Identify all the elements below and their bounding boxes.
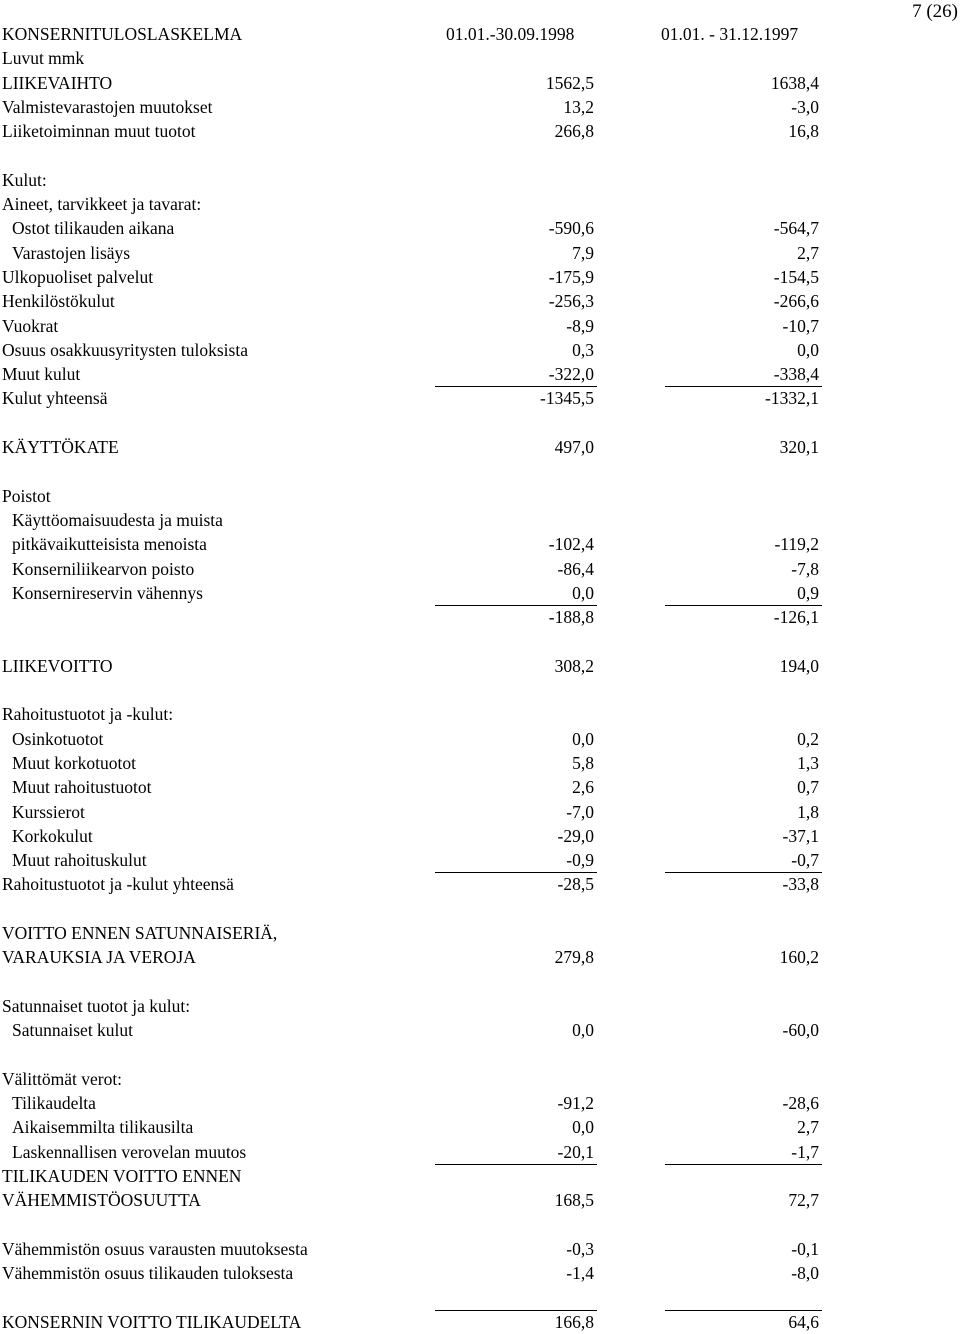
row-label: LIIKEVAIHTO	[2, 72, 113, 93]
spacer-row	[2, 1213, 960, 1237]
statement-row	[2, 654, 960, 678]
statement-row	[2, 1164, 960, 1188]
row-label: Kulut:	[2, 169, 47, 190]
row-label: KÄYTTÖKATE	[2, 437, 119, 458]
value-1998: 2,6	[572, 777, 594, 798]
statement-row	[2, 994, 960, 1018]
row-label: KONSERNIN VOITTO TILIKAUDELTA	[2, 1311, 302, 1332]
value-1997: 320,1	[779, 437, 819, 458]
value-1998: -20,1	[557, 1141, 594, 1162]
spacer-row	[2, 678, 960, 702]
value-1998: -7,0	[566, 801, 594, 822]
row-label: Muut kulut	[2, 364, 81, 385]
statement-row	[2, 386, 960, 410]
row-label: Konserniliikearvon poisto	[12, 558, 195, 579]
statement-row	[2, 46, 960, 70]
statement-row	[2, 1261, 960, 1285]
value-1997: 72,7	[788, 1190, 819, 1211]
spacer-row	[2, 897, 960, 921]
subtotal-rule-1997	[665, 1164, 822, 1165]
statement-row	[2, 435, 960, 459]
value-1997: -0,7	[791, 850, 819, 871]
value-1997: -0,1	[791, 1238, 819, 1259]
value-1997: -10,7	[782, 315, 819, 336]
row-label: Korkokulut	[12, 825, 93, 846]
value-1998: 279,8	[554, 947, 594, 968]
value-1997: 0,2	[797, 728, 819, 749]
value-1997: 1,3	[797, 752, 819, 773]
row-label: Valmistevarastojen muutokset	[2, 96, 213, 117]
value-1997: -338,4	[773, 364, 819, 385]
value-1997: -564,7	[773, 218, 819, 239]
row-label: Käyttöomaisuudesta ja muista	[12, 509, 223, 530]
period-1998-header: 01.01.-30.09.1998	[446, 24, 575, 44]
statement-row	[2, 1140, 960, 1164]
row-label: Varastojen lisäys	[12, 242, 131, 263]
value-1997: -126,1	[773, 607, 819, 628]
row-label: Henkilöstökulut	[2, 291, 115, 312]
row-label: Vähemmistön osuus tilikauden tuloksesta	[2, 1263, 294, 1284]
row-label: pitkävaikutteisista menoista	[12, 534, 207, 555]
spacer-row	[2, 459, 960, 483]
statement-row	[2, 702, 960, 726]
statement-title: KONSERNITULOSLASKELMA	[2, 24, 243, 44]
value-1997: 1,8	[797, 801, 819, 822]
value-1998: -28,5	[557, 874, 594, 895]
statement-row	[2, 557, 960, 581]
statement-row	[2, 921, 960, 945]
value-1998: -102,4	[548, 534, 594, 555]
value-1997: -119,2	[774, 534, 819, 555]
row-label: LIIKEVOITTO	[2, 655, 113, 676]
row-label: Satunnaiset tuotot ja kulut:	[2, 995, 191, 1016]
value-1997: -1332,1	[765, 388, 819, 409]
row-label: Liiketoiminnan muut tuotot	[2, 121, 196, 142]
statement-row	[2, 581, 960, 605]
row-label: Laskennallisen verovelan muutos	[12, 1141, 247, 1162]
value-1997: -266,6	[773, 291, 819, 312]
row-label: VÄHEMMISTÖOSUUTTA	[2, 1190, 201, 1211]
statement-row	[2, 314, 960, 338]
row-label: Vähemmistön osuus varausten muutoksesta	[2, 1238, 308, 1259]
statement-row	[2, 824, 960, 848]
statement-header	[2, 22, 960, 46]
statement-row	[2, 338, 960, 362]
spacer-row	[2, 143, 960, 167]
statement-row	[2, 848, 960, 872]
statement-row	[2, 945, 960, 969]
row-label: VARAUKSIA JA VEROJA	[2, 947, 196, 968]
income-statement	[2, 22, 960, 1334]
spacer-row	[2, 970, 960, 994]
value-1998: 0,0	[572, 1020, 594, 1041]
value-1998: 0,0	[572, 582, 594, 603]
statement-row	[2, 775, 960, 799]
value-1998: 0,0	[572, 728, 594, 749]
row-label: Osinkotuotot	[12, 728, 104, 749]
value-1997: 64,6	[788, 1311, 819, 1332]
row-label: Konsernireservin vähennys	[12, 582, 203, 603]
spacer-row	[2, 411, 960, 435]
statement-row	[2, 119, 960, 143]
row-label: Tilikaudelta	[12, 1093, 96, 1114]
statement-row	[2, 751, 960, 775]
row-label: Ulkopuoliset palvelut	[2, 266, 154, 287]
statement-row	[2, 1018, 960, 1042]
value-1997: -1,7	[791, 1141, 819, 1162]
value-1998: 13,2	[563, 96, 594, 117]
statement-row	[2, 192, 960, 216]
row-label: Aineet, tarvikkeet ja tavarat:	[2, 194, 202, 215]
value-1998: 166,8	[554, 1311, 594, 1332]
statement-row	[2, 605, 960, 629]
value-1997: 0,0	[797, 339, 819, 360]
value-1998: 1562,5	[545, 72, 594, 93]
value-1998: 266,8	[554, 121, 594, 142]
row-label: Rahoitustuotot ja -kulut yhteensä	[2, 874, 234, 895]
statement-row	[2, 1091, 960, 1115]
value-1998: -8,9	[566, 315, 594, 336]
subtotal-rule-1998	[435, 1164, 597, 1165]
value-1998: -175,9	[548, 266, 594, 287]
row-label: Ostot tilikauden aikana	[12, 218, 175, 239]
row-label: Aikaisemmilta tilikausilta	[12, 1117, 194, 1138]
row-label: Kurssierot	[12, 801, 85, 822]
value-1998: 497,0	[554, 437, 594, 458]
row-label: Muut rahoituskulut	[12, 850, 147, 871]
row-label: Vuokrat	[2, 315, 59, 336]
value-1997: -28,6	[782, 1093, 819, 1114]
value-1998: -29,0	[557, 825, 594, 846]
statement-row	[2, 289, 960, 313]
value-1997: -33,8	[782, 874, 819, 895]
statement-row	[2, 1188, 960, 1212]
statement-row	[2, 241, 960, 265]
value-1997: 16,8	[788, 121, 819, 142]
value-1997: 0,9	[797, 582, 819, 603]
spacer-row	[2, 1042, 960, 1066]
value-1998: 0,0	[572, 1117, 594, 1138]
row-label: Osuus osakkuusyritysten tuloksista	[2, 339, 248, 360]
value-1997: -154,5	[773, 266, 819, 287]
row-label: Rahoitustuotot ja -kulut:	[2, 704, 174, 725]
value-1998: 0,3	[572, 339, 594, 360]
value-1998: -188,8	[548, 607, 594, 628]
value-1998: -0,9	[566, 850, 594, 871]
statement-row	[2, 216, 960, 240]
statement-row	[2, 1310, 960, 1334]
statement-row	[2, 1067, 960, 1091]
row-label: Kulut yhteensä	[2, 388, 108, 409]
value-1997: 160,2	[779, 947, 819, 968]
value-1997: -7,8	[791, 558, 819, 579]
value-1998: -590,6	[548, 218, 594, 239]
row-label: Luvut mmk	[2, 48, 85, 69]
value-1997: 2,7	[797, 1117, 819, 1138]
statement-row	[2, 800, 960, 824]
statement-row	[2, 727, 960, 751]
statement-row	[2, 532, 960, 556]
value-1997: -37,1	[782, 825, 819, 846]
row-label: Välittömät verot:	[2, 1068, 123, 1089]
value-1998: 7,9	[572, 242, 594, 263]
statement-row	[2, 95, 960, 119]
value-1998: 5,8	[572, 752, 594, 773]
page-number: 7 (26)	[912, 1, 958, 22]
statement-row	[2, 508, 960, 532]
row-label: Poistot	[2, 485, 51, 506]
statement-row	[2, 484, 960, 508]
value-1997: -8,0	[791, 1263, 819, 1284]
value-1997: 2,7	[797, 242, 819, 263]
value-1997: 1638,4	[770, 72, 819, 93]
period-1997-header: 01.01. - 31.12.1997	[661, 24, 799, 44]
statement-row	[2, 362, 960, 386]
spacer-row	[2, 1285, 960, 1309]
value-1998: -0,3	[566, 1238, 594, 1259]
value-1997: -3,0	[791, 96, 819, 117]
row-label: TILIKAUDEN VOITTO ENNEN	[2, 1165, 242, 1186]
row-label: VOITTO ENNEN SATUNNAISERIÄ,	[2, 922, 278, 943]
value-1998: -256,3	[548, 291, 594, 312]
statement-row	[2, 168, 960, 192]
statement-row	[2, 1237, 960, 1261]
value-1998: -91,2	[557, 1093, 594, 1114]
statement-row	[2, 1115, 960, 1139]
value-1998: -1345,5	[540, 388, 594, 409]
row-label: Muut rahoitustuotot	[12, 777, 152, 798]
value-1997: 0,7	[797, 777, 819, 798]
value-1997: 194,0	[779, 655, 819, 676]
value-1998: 308,2	[554, 655, 594, 676]
statement-row	[2, 872, 960, 896]
value-1998: -86,4	[557, 558, 594, 579]
value-1998: -322,0	[548, 364, 594, 385]
row-label: Muut korkotuotot	[12, 752, 136, 773]
spacer-row	[2, 629, 960, 653]
value-1997: -60,0	[782, 1020, 819, 1041]
statement-row	[2, 265, 960, 289]
value-1998: -1,4	[566, 1263, 594, 1284]
row-label: Satunnaiset kulut	[12, 1020, 134, 1041]
value-1998: 168,5	[554, 1190, 594, 1211]
statement-row	[2, 71, 960, 95]
